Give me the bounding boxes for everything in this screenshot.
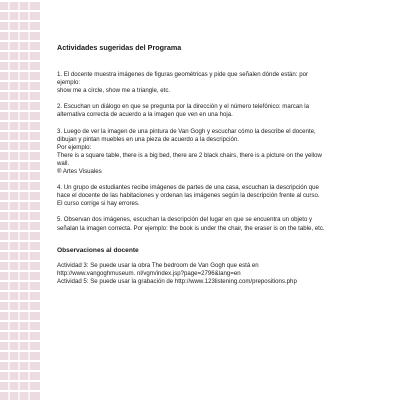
activity-3-line-2: dibujan y pintan muebles en una pieza de acuerdo a la descripción. [57,135,239,143]
observation-activity-3-line-1: Actividad 3: Se puede usar la obra The bedroom de Van Gogh que está en [57,261,259,269]
activity-3-line-3: Por ejemplo: [57,143,92,151]
activity-4-line-1: 4. Un grupo de estudiantes recibe imágenes de partes de una casa, escuchan la descripción que [57,184,319,192]
activity-2-line-1: 2. Escuchan un diálogo en que se pregunta por la dirección y el número telefónico: marcan la [57,103,310,111]
observation-activity-3-link[interactable]: http://www.vangoghmuseum. nl/vgm/index.jsp?page=2796&lang=en [57,269,241,277]
activity-5-line-2: señalan la imagen correcta. Por ejemplo: the book is under the chair, the eraser is on the table, etc. [57,224,325,232]
activity-3-line-1: 3. Luego de ver la imagen de una pintura de Van Gogh y escuchar cómo la describe el docente, [57,127,316,135]
observations-heading: Observaciones al docente [57,246,139,254]
activity-1 [57,71,387,95]
observations-list [57,262,387,286]
activity-1-line-1: 1. El docente muestra imágenes de figuras geométricas y pide que señalen dónde están: por [57,71,309,79]
activity-1-line-2: ejemplo: [57,79,81,87]
activity-4-line-2: hace el docente de las habitaciones y ordenan las imágenes según la descripción frente al curso. [57,192,320,200]
decorative-side-band [0,0,40,400]
activity-3-line-6: ® Artes Visuales [57,168,102,176]
document-body [57,44,387,286]
activity-4-line-3: El curso corrige si hay errores. [57,200,140,208]
activity-5-line-1: 5. Observan dos imágenes, escuchan la descripción del lugar en que se encuentra un objeto y [57,216,313,224]
activity-3 [57,128,387,177]
page-title: Actividades sugeridas del Programa [57,43,182,52]
activity-3-line-5: wall. [57,159,70,167]
activity-1-line-3: show me a circle, show me a triangle, etc. [57,87,171,95]
observation-activity-5-line[interactable]: Actividad 5: Se puede usar la grabación de http://www.123listening.com/prepositions.php [57,277,297,285]
activity-2-line-2: alternativa correcta de acuerdo a la imagen que ven en una hoja. [57,111,233,119]
activity-3-line-4: There is a square table, there is a big bed, there are 2 black chairs, there is a picture on the yellow [57,151,322,159]
activity-2 [57,103,387,119]
activity-5 [57,216,387,232]
activity-4 [57,184,387,208]
